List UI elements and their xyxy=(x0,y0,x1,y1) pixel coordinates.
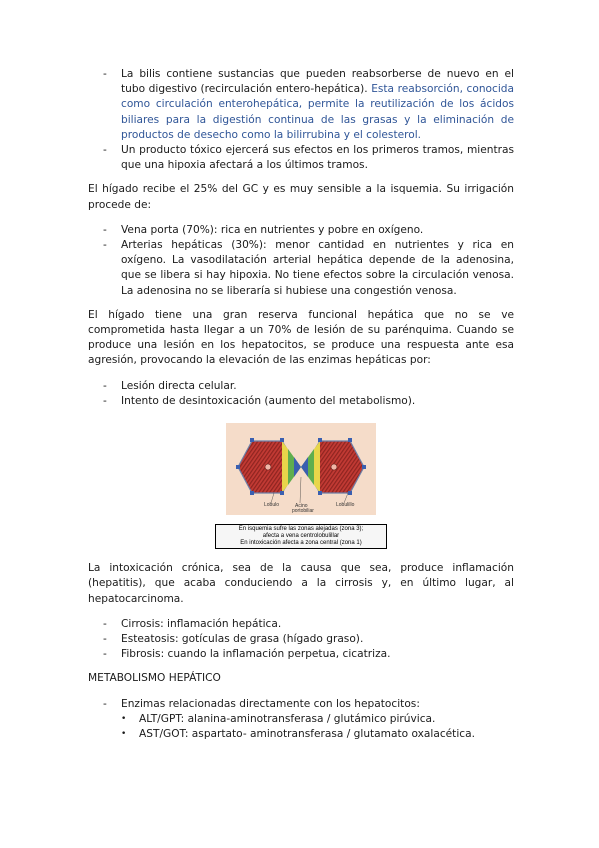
list-item xyxy=(88,238,514,299)
list-item-text: Enzimas relacionadas directamente con los hepatocitos: xyxy=(121,697,420,710)
paragraph-functional-reserve: El hígado tiene una gran reserva funcional hepática que no se ve comprometida hasta llegar a un 70% de lesión de su parénquima. Cuando se produce una lesión en los hepatocitos, se produce una respuesta ante esa agresión, provocando la elevación de las enzimas hepáticas por: xyxy=(88,308,514,367)
list-item-text: Un producto tóxico ejercerá sus efectos en los primeros tramos, mientras que una hipoxia afectará a los últimos tramos. xyxy=(121,144,514,172)
list-item xyxy=(88,617,514,632)
document-body xyxy=(88,67,514,742)
list-item xyxy=(88,394,514,409)
list-item-text: Arterias hepáticas (30%): menor cantidad en nutrientes y rica en oxígeno. La vasodilatación arterial hepática depende de la adenosina, que se libera si hay hipoxia. No tiene efectos sobre la circulación venosa. La adenosina no se liberaría si hubiese una congestión venosa. xyxy=(121,239,514,297)
paragraph-chronic-intoxication: La intoxicación crónica, sea de la causa que sea, produce inflamación (hepatitis), que acaba conduciendo a la cirrosis y, en último lugar, al hepatocarcinoma. xyxy=(88,562,514,605)
dash-marker: - xyxy=(103,697,107,710)
section-heading-metabolismo: METABOLISMO HEPÁTICO xyxy=(88,672,221,685)
list-item-text: Fibrosis: cuando la inflamación perpetua, cicatriza. xyxy=(121,648,391,661)
list-item-text: Intento de desintoxicación (aumento del metabolismo). xyxy=(121,394,416,407)
dash-marker: - xyxy=(103,648,107,661)
paragraph-irrigation: El hígado recibe el 25% del GC y es muy sensible a la isquemia. Su irrigación procede de: xyxy=(88,183,514,211)
figure-label-acinus: Acino xyxy=(295,503,308,510)
list-item xyxy=(88,379,514,394)
caption-line: En isquemia sufre las zonas alejadas (zona 3); xyxy=(238,526,364,533)
list-item xyxy=(88,223,514,238)
list-item-text xyxy=(121,67,514,143)
liver-lobule-figure xyxy=(226,423,376,520)
sub-list-item xyxy=(88,712,514,727)
bullet-marker: • xyxy=(121,729,127,740)
list-item xyxy=(88,143,514,173)
dash-marker: - xyxy=(103,68,107,80)
list-item xyxy=(88,632,514,647)
figure-label-acinus-portobiliar: portobiliar xyxy=(292,508,314,515)
figure-label-lobule: Lobulo xyxy=(264,502,280,509)
dash-marker: - xyxy=(103,239,107,252)
sub-list-item-text: AST/GOT: aspartato- aminotransferasa / glutamato oxalacética. xyxy=(139,728,475,741)
figure-label-lobulillo: Lobulillo xyxy=(336,502,355,509)
dash-marker: - xyxy=(103,379,107,392)
enterohepatic-highlight-text: Esta reabsorción, conocida como circulación enterohepática, permite la reutilización de los ácidos biliares para la digestión continua de las grasas y la eliminación de productos de desecho como la bilirrubina y el colesterol. xyxy=(121,83,515,141)
list-item xyxy=(88,697,514,712)
list-item xyxy=(88,647,514,662)
dash-marker: - xyxy=(103,617,107,630)
bile-text: La bilis contiene sustancias que pueden reabsorberse de nuevo en el tubo digestivo (recirculación entero-hepática). xyxy=(121,68,514,96)
sub-list-item xyxy=(88,727,514,742)
sub-list-item-text: ALT/GPT: alanina-aminotransferasa / glutámico pirúvica. xyxy=(139,712,436,725)
caption-line: afecta a vena centrolobulillar xyxy=(262,533,340,540)
dash-marker: - xyxy=(103,633,107,646)
list-item-text: Cirrosis: inflamación hepática. xyxy=(121,617,282,630)
dash-marker: - xyxy=(103,144,107,157)
list-item-text: Lesión directa celular. xyxy=(121,379,237,392)
figure-caption-box xyxy=(215,524,387,549)
dash-marker: - xyxy=(103,223,107,236)
list-item xyxy=(88,67,514,143)
dash-marker: - xyxy=(103,394,107,407)
bullet-marker: • xyxy=(121,713,127,724)
list-item-text: Vena porta (70%): rica en nutrientes y pobre en oxígeno. xyxy=(121,223,424,236)
list-item-text: Esteatosis: gotículas de grasa (hígado graso). xyxy=(121,633,364,646)
caption-line: En intoxicación afecta a zona central (zona 1) xyxy=(240,540,362,547)
